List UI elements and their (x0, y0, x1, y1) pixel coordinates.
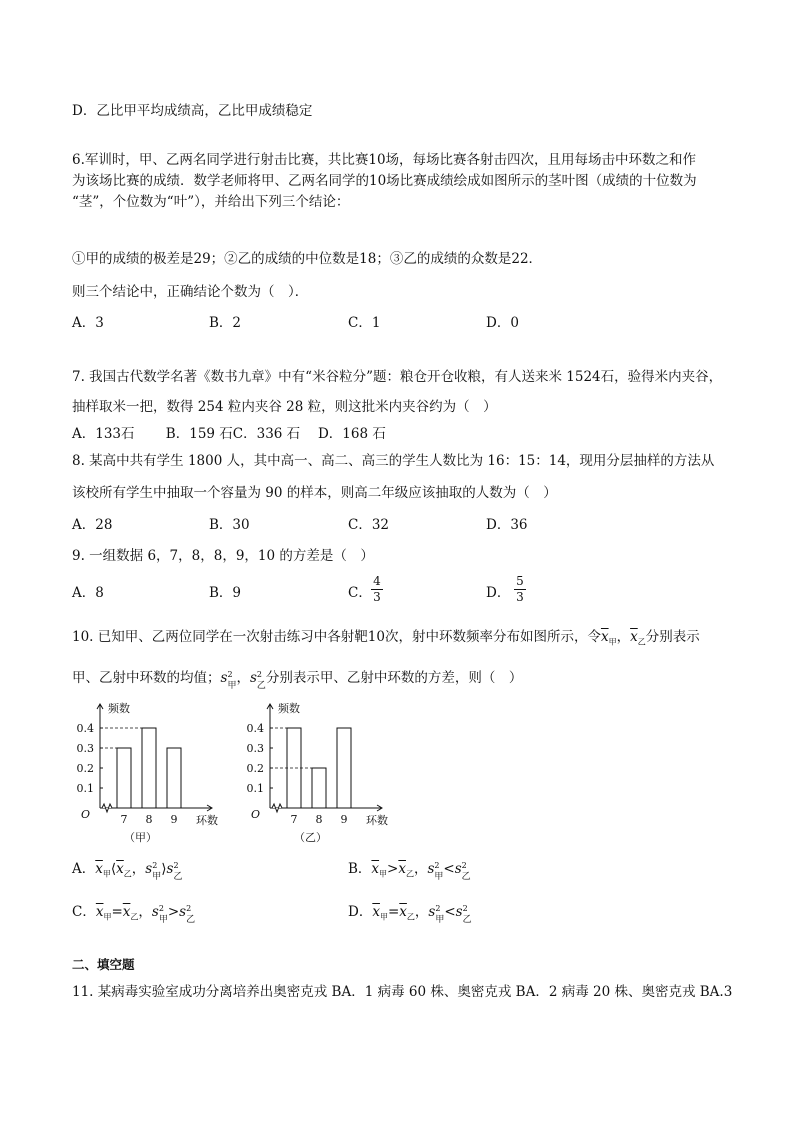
x-tick-label: 8 (145, 813, 153, 826)
q10-option-a (72, 860, 182, 884)
q8-text-line1: 8. 某高中共有学生 1800 人，其中高一、高二、高三的学生人数比为 16：15：14，现用分层抽样的方法从 (72, 453, 715, 469)
q8-option-a: A．28 (72, 517, 113, 533)
op-comma: ， (414, 904, 429, 920)
q10-option-a-label: A． (72, 861, 96, 877)
s-jia-symbol: s (145, 861, 153, 877)
s-jia-symbol: s (427, 861, 435, 877)
sub-yi: 乙 (130, 912, 139, 922)
s-yi-symbol: s (166, 861, 174, 877)
q6-option-d: D．0 (486, 315, 519, 331)
op-comma: ， (413, 861, 428, 877)
s-yi-symbol: s (455, 904, 463, 920)
bar (337, 728, 351, 808)
s-yi-symbol: s (249, 670, 257, 686)
xbar-jia-symbol: $\overline{x}$ (372, 904, 380, 920)
q6-option-b: B．2 (209, 315, 242, 331)
sup: 2 (158, 904, 164, 913)
s-jia-symbol: s (428, 904, 436, 920)
bar (167, 748, 181, 808)
q10-line1-text-a: 10. 已知甲、乙两位同学在一次射击练习中各射靶10次，射中环数频率分布如图所示，令 (72, 629, 601, 645)
sup: 2 (462, 904, 468, 913)
q6-statements: ①甲的成绩的极差是29；②乙的成绩的中位数是18；③乙的成绩的众数是22． (72, 251, 543, 267)
q10-option-b (348, 860, 471, 884)
sub: 乙 (462, 915, 472, 925)
q9-option-d-numerator: 5 (516, 574, 524, 588)
q9-option-c-denominator: 3 (373, 590, 381, 604)
chart-yi-svg (232, 698, 402, 848)
s-yi-symbol: s (454, 861, 462, 877)
q10-option-d (348, 903, 472, 927)
q10-option-c (72, 903, 195, 927)
q10-text-line2 (72, 669, 523, 691)
sub: 甲 (434, 872, 444, 882)
sup: 2 (434, 861, 440, 870)
sub: 乙 (173, 872, 183, 882)
xbar-jia-symbol: $\overline{x}$ (95, 904, 104, 920)
q10-text-line1 (72, 628, 700, 652)
q9-option-d-label: D． (486, 585, 511, 601)
q8-option-c: C．32 (348, 517, 390, 533)
s-jia-symbol: s (151, 904, 159, 920)
x-tick-label: 7 (290, 813, 298, 826)
op-gt: > (387, 861, 399, 877)
sub: 甲 (152, 872, 162, 882)
q10-option-d-label: D． (348, 904, 373, 920)
xbar-jia-symbol: $\overline{x}$ (95, 861, 103, 877)
sup: 2 (152, 861, 158, 870)
y-tick-label: 0.3 (246, 742, 264, 755)
op-rt: ⟩ (161, 861, 167, 877)
xbar-yi-symbol: $\overline{x}$ (116, 861, 124, 877)
xbar-jia-symbol: $\overline{x}$ (600, 629, 609, 645)
origin-label: O (251, 808, 261, 821)
op-comma: ， (138, 904, 152, 920)
y-tick-label: 0.4 (76, 722, 94, 735)
xbar-jia-symbol: $\overline{x}$ (371, 861, 380, 877)
bar (142, 728, 156, 808)
sub-yi: 乙 (637, 637, 646, 647)
sub: 甲 (435, 915, 445, 925)
s-yi-symbol: s (179, 904, 187, 920)
sub: 乙 (186, 915, 196, 925)
q9-option-c-numerator: 4 (373, 574, 381, 588)
sup: 2 (435, 904, 441, 913)
axis-break-icon (272, 804, 282, 812)
chart-title: （乙） (294, 831, 327, 844)
q10-comma-2: ， (236, 670, 250, 686)
chart-jia-svg (62, 698, 232, 848)
op-gt: > (167, 904, 180, 920)
q10-option-c-label: C． (72, 904, 96, 920)
x-tick-label: 9 (340, 813, 348, 826)
sub-jia: 甲 (102, 869, 111, 879)
sub-jia: 甲 (379, 869, 388, 879)
op-lessthan: < (444, 904, 456, 920)
sup: 2 (186, 904, 192, 913)
q6-option-c: C．1 (348, 315, 381, 331)
q6-question: 则三个结论中，正确结论个数为（ ）． (72, 284, 309, 300)
y-tick-label: 0.2 (76, 762, 94, 775)
axis-break-icon (102, 804, 112, 812)
q6-text-line3: “茎”，个位数为“叶”），并给出下列三个结论： (72, 194, 350, 210)
x-axis-label: 环数 (196, 814, 218, 827)
sub-yi: 乙 (406, 912, 415, 922)
s-jia-sub: 甲 (227, 681, 237, 691)
sub-yi: 乙 (405, 869, 414, 879)
section-title-fill-in: 二、填空题 (72, 957, 135, 972)
y-tick-label: 0.1 (76, 782, 94, 795)
sup: 2 (173, 861, 179, 870)
x-tick-label: 8 (315, 813, 323, 826)
sub-jia: 甲 (608, 637, 617, 647)
x-tick-label: 7 (120, 813, 128, 826)
sub: 甲 (158, 915, 168, 925)
q10-line2-text-c: 分别表示甲、乙射中环数的方差，则（ ） (265, 670, 523, 686)
y-axis-label: 频数 (278, 702, 300, 715)
sub: 乙 (461, 872, 471, 882)
y-axis-label: 频数 (108, 702, 130, 715)
q6-text-line2: 为该场比赛的成绩．数学老师将甲、乙两名同学的10场比赛成绩绘成如图所示的茎叶图（成绩的十位数为 (72, 173, 697, 189)
q7-text-line1: 7. 我国古代数学名著《数书九章》中有“米谷粒分”题：粮仓开仓收粮，有人送来米 1524石，验得米内夹谷， (72, 369, 723, 385)
op-lessthan: < (443, 861, 455, 877)
y-tick-label: 0.1 (246, 782, 264, 795)
x-axis-label: 环数 (366, 814, 388, 827)
op-comma: ， (131, 861, 146, 877)
op-lt: ⟨ (110, 861, 117, 877)
x-tick-label: 9 (170, 813, 178, 826)
q10-comma-1: ， (616, 629, 631, 645)
q8-option-b: B．30 (209, 517, 250, 533)
q9-option-c-label: C． (348, 585, 372, 601)
sub-yi: 乙 (123, 869, 132, 879)
op-eq: = (111, 904, 123, 920)
q8-text-line2: 该校所有学生中抽取一个容量为 90 的样本，则高二年级应该抽取的人数为（ ） (72, 485, 557, 501)
sub-jia: 甲 (103, 912, 112, 922)
xbar-yi-symbol: $\overline{x}$ (398, 861, 406, 877)
y-tick-label: 0.2 (246, 762, 264, 775)
chart-title: （甲） (124, 831, 157, 844)
s-jia-sup: 2 (227, 670, 233, 679)
s-jia-symbol: s (220, 670, 228, 686)
q11-text-line1: 11. 某病毒实验室成功分离培养出奥密克戎 BA．1 病毒 60 株、奥密克戎 BA．2 病毒 20 株、奥密克戎 BA.3 (72, 984, 733, 1000)
q10-line1-text-c: 分别表示 (645, 629, 700, 645)
op-eq: = (387, 904, 400, 920)
xbar-yi-symbol: $\overline{x}$ (630, 629, 638, 645)
bar (287, 728, 301, 808)
xbar-yi-symbol: $\overline{x}$ (399, 904, 407, 920)
q9-option-d-denominator: 3 (516, 590, 524, 604)
sup: 2 (461, 861, 467, 870)
q9-text: 9. 一组数据 6，7，8，8，9，10 的方差是（ ） (72, 548, 374, 564)
q10-line2-text-a: 甲、乙射中环数的均值； (72, 670, 221, 686)
q10-option-b-label: B． (348, 861, 372, 877)
s-yi-sup: 2 (256, 670, 262, 679)
y-tick-label: 0.3 (76, 742, 94, 755)
q5-option-d: D．乙比甲平均成绩高，乙比甲成绩稳定 (72, 103, 313, 119)
q9-option-d-fraction (514, 575, 526, 604)
sub-jia: 甲 (379, 912, 388, 922)
origin-label: O (81, 808, 91, 821)
q7-text-line2: 抽样取米一把，数得 254 粒内夹谷 28 粒，则这批米内夹谷约为（ ） (72, 399, 497, 415)
q7-options: A．133石 B．159 石C．336 石 D．168 石 (72, 426, 386, 442)
q9-option-c-fraction (371, 575, 383, 604)
q6-text-line1: 6.军训时，甲、乙两名同学进行射击比赛，共比赛10场，每场比赛各射击四次，且用每场击中环数之和作 (72, 152, 697, 168)
y-tick-label: 0.4 (246, 722, 264, 735)
bar (312, 768, 326, 808)
s-yi-sub: 乙 (256, 681, 266, 691)
bar (117, 748, 131, 808)
q6-option-a: A．3 (72, 315, 104, 331)
q8-option-d: D．36 (486, 517, 528, 533)
q9-option-a: A．8 (72, 585, 104, 601)
q9-option-b: B．9 (209, 585, 242, 601)
xbar-yi-symbol: $\overline{x}$ (122, 904, 131, 920)
